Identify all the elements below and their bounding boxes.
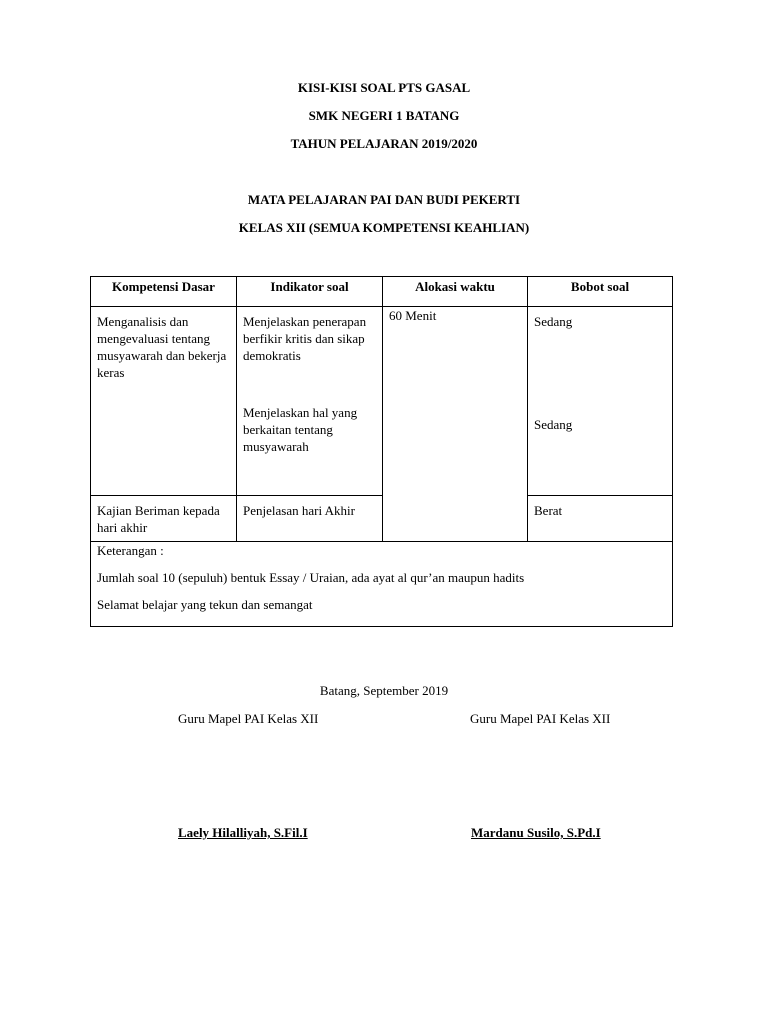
alokasi-waktu-cell [383,307,528,542]
academic-year: TAHUN PELAJARAN 2019/2020 [290,136,478,151]
keterangan-line: Jumlah soal 10 (sepuluh) bentuk Essay / Uraian, ada ayat al qur’an maupun hadits [97,570,525,585]
indikator-text: Penjelasan hari Akhir [243,503,355,518]
bobot-text: Sedang [534,314,573,329]
table-header-row [91,277,673,307]
place-date: Batang, September 2019 [319,683,449,698]
school-name: SMK NEGERI 1 BATANG [308,108,460,123]
kisi-kisi-table [90,276,673,627]
bobot-text: Sedang [534,417,573,432]
table-row [91,496,673,542]
kompetensi-cell [91,496,237,542]
class-title: KELAS XII (SEMUA KOMPETENSI KEAHLIAN) [238,220,530,235]
left-signer-name: Laely Hilalliyah, S.Fil.I [178,825,308,840]
right-signer-role: Guru Mapel PAI Kelas XII [470,711,611,726]
bobot-cell [528,496,673,542]
kompetensi-text: Menganalisis dan mengevaluasi tentang musyawarah dan bekerja keras [97,314,227,380]
bobot-cell [528,307,673,496]
keterangan-label: Keterangan : [97,543,164,558]
alokasi-waktu-text: 60 Menit [389,308,437,323]
right-signer-name: Mardanu Susilo, S.Pd.I [471,825,601,840]
keterangan-row [91,542,673,627]
column-header: Alokasi waktu [383,277,528,307]
indikator-cell [237,307,383,496]
indikator-text: Menjelaskan hal yang berkaitan tentang musyawarah [243,405,358,454]
keterangan-line: Selamat belajar yang tekun dan semangat [97,597,313,612]
kompetensi-cell [91,307,237,496]
indikator-text: Menjelaskan penerapan berfikir kritis dan sikap demokratis [243,314,367,363]
bobot-text: Berat [534,503,563,518]
left-signer-role: Guru Mapel PAI Kelas XII [178,711,319,726]
column-header: Bobot soal [528,277,673,307]
document-title: KISI-KISI SOAL PTS GASAL [297,80,471,95]
indikator-cell [237,496,383,542]
table-row [91,307,673,496]
subject-title: MATA PELAJARAN PAI DAN BUDI PEKERTI [247,192,521,207]
kompetensi-text: Kajian Beriman kepada hari akhir [97,503,220,535]
column-header: Indikator soal [237,277,383,307]
keterangan-cell [91,542,673,627]
column-header: Kompetensi Dasar [91,277,237,307]
